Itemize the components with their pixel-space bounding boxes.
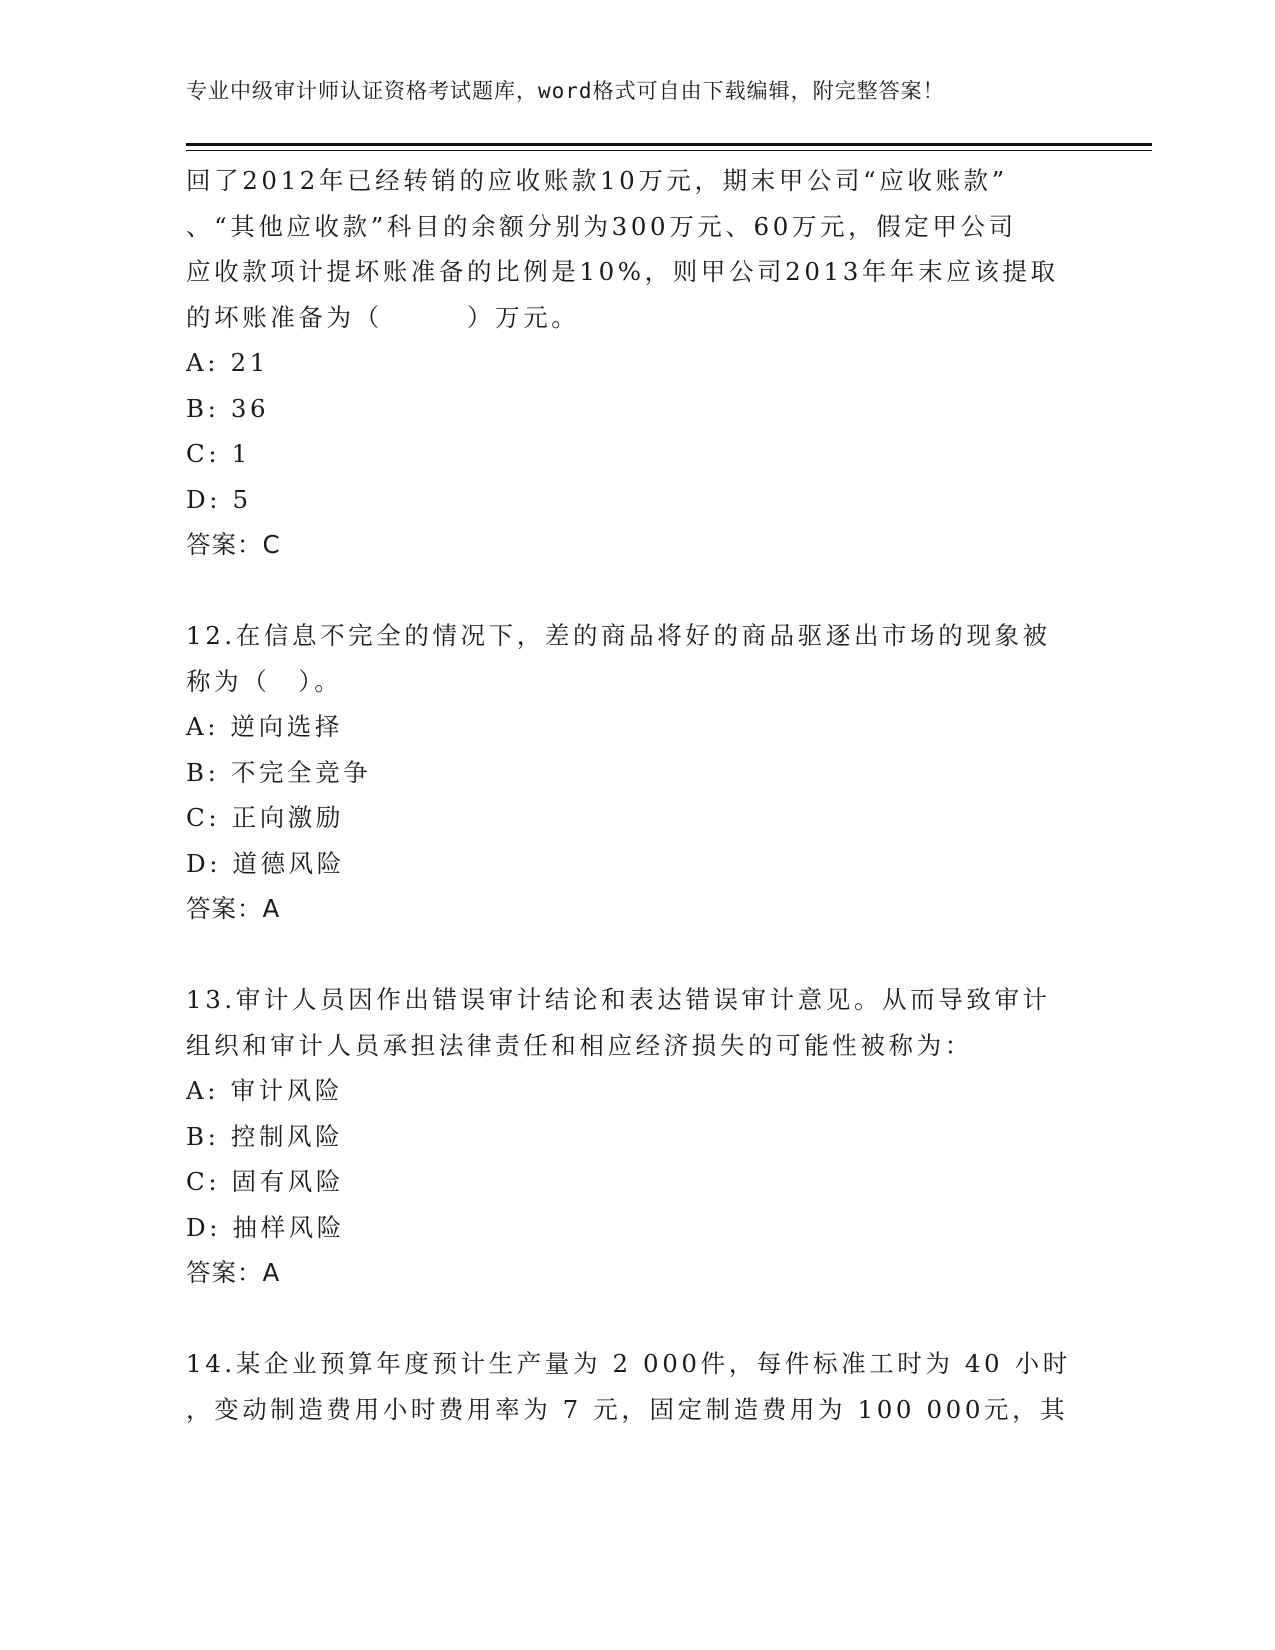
question-text-line: 12.在信息不完全的情况下，差的商品将好的商品驱逐出市场的现象被 [186, 621, 1051, 650]
block-gap [186, 932, 1086, 978]
question-text-line: 、“其他应收款”科目的余额分别为300万元、60万元，假定甲公司 [186, 211, 1017, 241]
header-rule-thick [186, 143, 1152, 146]
answer-line: 答案：A [186, 1258, 281, 1287]
question-text-line: 回了2012年已经转销的应收账款10万元，期末甲公司“应收账款” [186, 166, 1008, 195]
option-d: D: 道德风险 [186, 848, 345, 878]
question-text-line: 应收款项计提坏账准备的比例是10%，则甲公司2013年年末应该提取 [186, 257, 1059, 286]
option-b: B: 不完全竞争 [186, 757, 372, 787]
question-block [186, 158, 1086, 568]
block-gap [186, 568, 1086, 614]
option-a: A: 审计风险 [186, 1076, 343, 1105]
header-rule-thin [186, 150, 1152, 151]
option-a: A: 21 [186, 348, 269, 377]
option-a: A: 逆向选择 [186, 712, 343, 741]
page-header: 专业中级审计师认证资格考试题库，word格式可自由下载编辑，附完整答案！ [186, 79, 945, 103]
option-b: B: 控制风险 [186, 1121, 344, 1151]
question-block [186, 613, 1086, 932]
question-text-line: 称为（ ）。 [186, 666, 343, 696]
question-text-line: 的坏账准备为（ ）万元。 [186, 302, 580, 332]
answer-line: 答案：C [186, 530, 281, 559]
question-block [186, 977, 1086, 1296]
option-c: C: 1 [186, 439, 251, 468]
question-content [186, 158, 1086, 1432]
option-c: C: 正向激励 [186, 803, 344, 832]
option-d: D: 抽样风险 [186, 1212, 345, 1242]
block-gap [186, 1296, 1086, 1342]
option-c: C: 固有风险 [186, 1167, 344, 1196]
question-text-line: 13.审计人员因作出错误审计结论和表达错误审计意见。从而导致审计 [186, 985, 1051, 1014]
option-d: D: 5 [186, 484, 252, 514]
answer-line: 答案：A [186, 894, 281, 923]
option-b: B: 36 [186, 393, 270, 423]
question-text-line: 组织和审计人员承担法律责任和相应经济损失的可能性被称为： [186, 1030, 973, 1060]
question-text-line: 14.某企业预算年度预计生产量为 2 000件，每件标准工时为 40 小时 [186, 1349, 1071, 1378]
question-block [186, 1341, 1086, 1432]
question-text-line: ，变动制造费用小时费用率为 7 元，固定制造费用为 100 000元，其 [186, 1394, 1069, 1424]
